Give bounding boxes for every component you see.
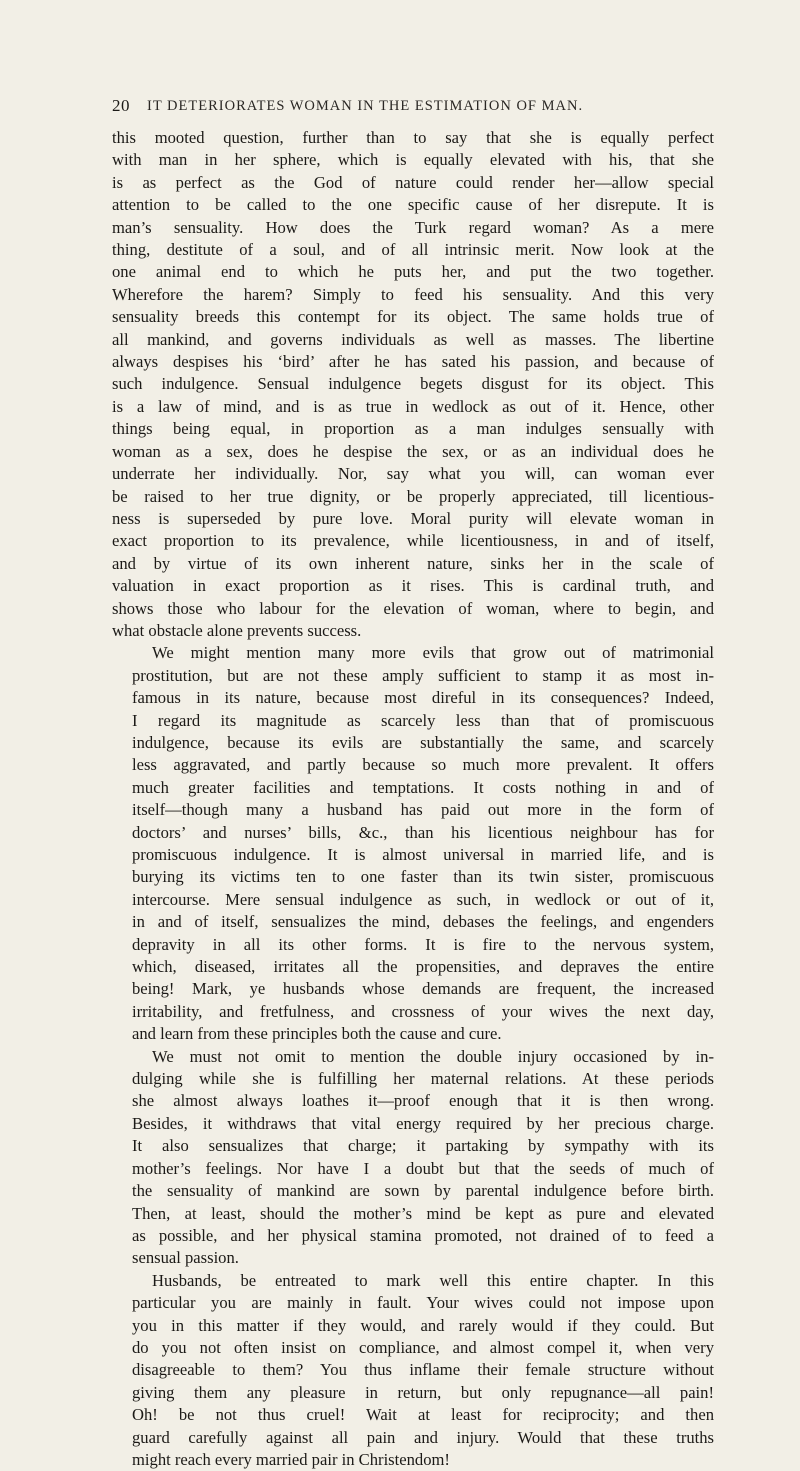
text-line: burying its victims ten to one faster than its twin sister, promiscuous bbox=[132, 867, 714, 887]
text-line: in and of itself, sensualizes the mind, debases the feelings, and engenders bbox=[132, 912, 714, 932]
text-line: the sensuality of mankind are sown by parental indulgence before birth. bbox=[132, 1181, 714, 1201]
text-line: We must not omit to mention the double injury occasioned by in- bbox=[152, 1046, 714, 1066]
text-line: thing, destitute of a soul, and of all intrinsic merit. Now look at the bbox=[112, 240, 714, 260]
text-line: itself—though many a husband has paid out more in the form of bbox=[132, 800, 714, 820]
text-line: what obstacle alone prevents success. bbox=[112, 620, 362, 640]
text-line: and by virtue of its own inherent nature, sinks her in the scale of bbox=[112, 553, 714, 573]
text-line: always despises his ‘bird’ after he has sated his passion, and because of bbox=[112, 352, 714, 372]
page-number: 20 bbox=[112, 96, 130, 115]
text-line: I regard its magnitude as scarcely less than that of promiscuous bbox=[132, 710, 714, 730]
text-line: shows those who labour for the elevation of woman, where to begin, and bbox=[112, 598, 714, 618]
text-line: attention to be called to the one specific cause of her disrepute. It is bbox=[112, 195, 714, 215]
text-line: dulging while she is fulfilling her maternal relations. At these periods bbox=[132, 1069, 714, 1089]
text-line: indulgence, because its evils are substantially the same, and scarcely bbox=[132, 732, 714, 752]
text-line: ness is superseded by pure love. Moral purity will elevate woman in bbox=[112, 508, 714, 528]
text-line: with man in her sphere, which is equally elevated with his, that she bbox=[112, 150, 714, 170]
text-line: is as perfect as the God of nature could render her—allow special bbox=[112, 172, 714, 192]
text-line: It also sensualizes that charge; it partaking by sympathy with its bbox=[132, 1136, 714, 1156]
text-line: sensuality breeds this contempt for its object. The same holds true of bbox=[112, 307, 714, 327]
text-line: less aggravated, and partly because so much more prevalent. It offers bbox=[132, 755, 714, 775]
text-line: giving them any pleasure in return, but only repugnance—all pain! bbox=[132, 1382, 714, 1402]
text-line: depravity in all its other forms. It is fire to the nervous system, bbox=[132, 934, 714, 954]
paragraph bbox=[112, 642, 714, 1045]
text-line: much greater facilities and temptations. It costs nothing in and of bbox=[132, 777, 714, 797]
text-line: as possible, and her physical stamina promoted, not drained of to feed a bbox=[132, 1225, 714, 1245]
text-line: irritability, and fretfulness, and crossness of your wives the next day, bbox=[132, 1001, 714, 1021]
text-line: this mooted question, further than to say that she is equally perfect bbox=[112, 128, 714, 147]
text-line: she almost always loathes it—proof enough that it is then wrong. bbox=[132, 1091, 714, 1111]
page-body bbox=[112, 127, 714, 1471]
paragraph bbox=[112, 127, 714, 642]
text-line: you in this matter if they would, and rarely would if they could. But bbox=[132, 1315, 714, 1335]
text-line: disagreeable to them? You thus inflame their female structure without bbox=[132, 1360, 714, 1380]
text-line: valuation in exact proportion as it rises. This is cardinal truth, and bbox=[112, 576, 714, 596]
paragraph bbox=[112, 1270, 714, 1471]
text-line: promiscuous indulgence. It is almost universal in married life, and is bbox=[132, 845, 714, 864]
text-line: be raised to her true dignity, or be properly appreciated, till licentious- bbox=[112, 486, 714, 506]
text-line: Wherefore the harem? Simply to feed his sensuality. And this very bbox=[112, 284, 714, 304]
text-line: underrate her individually. Nor, say what you will, can woman ever bbox=[112, 464, 714, 484]
text-line: man’s sensuality. How does the Turk regard woman? As a mere bbox=[112, 217, 714, 237]
text-line: is a law of mind, and is as true in wedlock as out of it. Hence, other bbox=[112, 396, 714, 416]
text-line: exact proportion to its prevalence, while licentiousness, in and of itself, bbox=[112, 531, 714, 551]
text-line: doctors’ and nurses’ bills, &c., than his licentious neighbour has for bbox=[132, 822, 714, 842]
text-line: Then, at least, should the mother’s mind be kept as pure and elevated bbox=[132, 1203, 714, 1223]
text-line: being! Mark, ye husbands whose demands are frequent, the increased bbox=[132, 979, 714, 999]
text-line: mother’s feelings. Nor have I a doubt but that the seeds of much of bbox=[132, 1158, 714, 1178]
text-line: particular you are mainly in fault. Your wives could not impose upon bbox=[132, 1293, 714, 1313]
text-line: intercourse. Mere sensual indulgence as such, in wedlock or out of it, bbox=[132, 889, 714, 909]
text-line: guard carefully against all pain and injury. Would that these truths bbox=[132, 1427, 714, 1447]
text-line: and learn from these principles both the cause and cure. bbox=[132, 1024, 502, 1044]
text-line: sensual passion. bbox=[132, 1248, 239, 1268]
text-line: Oh! be not thus cruel! Wait at least for reciprocity; and then bbox=[132, 1405, 714, 1425]
text-line: famous in its nature, because most direful in its consequences? Indeed, bbox=[132, 688, 714, 708]
text-line: one animal end to which he puts her, and put the two together. bbox=[112, 262, 714, 282]
text-line: things being equal, in proportion as a man indulges sensually with bbox=[112, 419, 714, 439]
text-line: We might mention many more evils that grow out of matrimonial bbox=[152, 643, 714, 663]
text-line: which, diseased, irritates all the propensities, and depraves the entire bbox=[132, 957, 714, 977]
running-title: IT DETERIORATES WOMAN IN THE ESTIMATION OF MAN. bbox=[147, 98, 584, 114]
text-line: such indulgence. Sensual indulgence begets disgust for its object. This bbox=[112, 374, 714, 394]
text-line: Husbands, be entreated to mark well this entire chapter. In this bbox=[152, 1270, 714, 1290]
paragraph bbox=[112, 1046, 714, 1270]
text-line: all mankind, and governs individuals as well as masses. The libertine bbox=[112, 329, 714, 349]
text-line: prostitution, but are not these amply sufficient to stamp it as most in- bbox=[132, 665, 714, 685]
text-line: might reach every married pair in Christendom! bbox=[132, 1449, 450, 1469]
text-line: Besides, it withdraws that vital energy required by her precious charge. bbox=[132, 1113, 714, 1133]
text-line: woman as a sex, does he despise the sex, or as an individual does he bbox=[112, 441, 714, 461]
text-line: do you not often insist on compliance, and almost compel it, when very bbox=[132, 1337, 714, 1357]
